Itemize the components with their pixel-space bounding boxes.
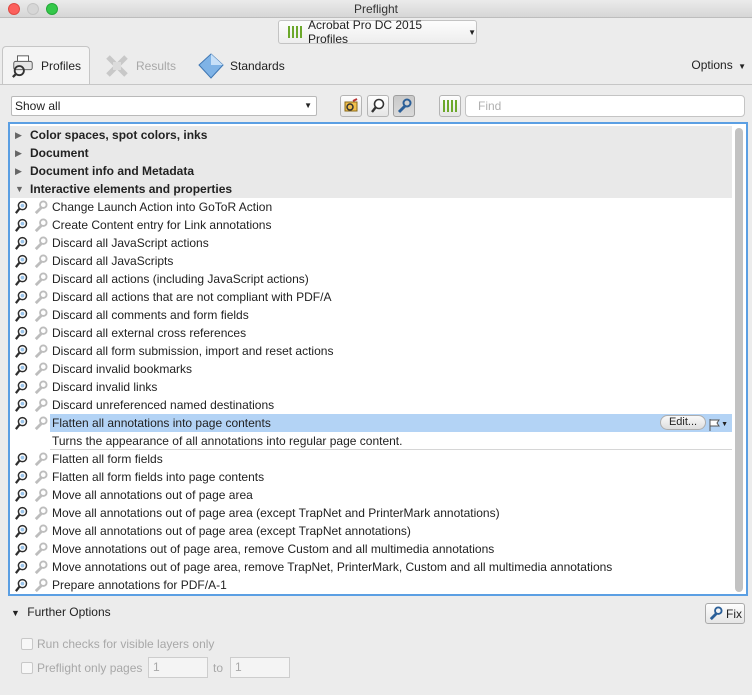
fixups-filter-button[interactable] xyxy=(393,95,415,117)
list-item[interactable] xyxy=(10,396,732,414)
list-item[interactable] xyxy=(10,378,732,396)
category-label: Document xyxy=(30,146,89,160)
options-label: Options xyxy=(691,58,733,72)
list-item-label: Flatten all form fields xyxy=(52,452,163,466)
list-item[interactable] xyxy=(10,504,732,522)
list-item-label: Discard invalid links xyxy=(52,380,158,394)
list-item-label: Discard all actions (including JavaScript actions) xyxy=(52,272,309,286)
list-item[interactable] xyxy=(10,468,732,486)
profile-library-label: Acrobat Pro DC 2015 Profiles xyxy=(308,18,423,46)
list-item-label: Flatten all form fields into page contents xyxy=(52,470,265,484)
tab-standards-label: Standards xyxy=(230,58,285,73)
edit-button[interactable]: Edit... xyxy=(660,415,706,430)
list-item-label: Discard invalid bookmarks xyxy=(52,362,193,376)
check-icon xyxy=(14,578,29,596)
list-item-label: Move annotations out of page area, remove TrapNet, PrinterMark, Custom and all multimedia annotations xyxy=(52,560,613,574)
category-label: Interactive elements and properties xyxy=(30,182,233,196)
preflight-pages-option xyxy=(21,659,142,677)
profile-library-dropdown[interactable] xyxy=(278,20,477,44)
list-item-label: Flatten all annotations into page contents xyxy=(52,416,271,430)
disclosure-collapsed-icon: ▶ xyxy=(15,148,22,158)
list-item[interactable] xyxy=(10,576,732,594)
profiles-filter-button[interactable] xyxy=(340,95,362,117)
list-item-label: Change Launch Action into GoToR Action xyxy=(52,200,273,214)
list-item-label: Move all annotations out of page area xyxy=(52,488,253,502)
list-item-label: Discard all JavaScript actions xyxy=(52,236,209,250)
profile-icon xyxy=(343,98,359,114)
profiles-icon xyxy=(11,53,35,79)
tab-profiles-label: Profiles xyxy=(40,59,81,73)
category-row[interactable] xyxy=(10,126,732,144)
tab-results-label: Results xyxy=(136,58,177,73)
list-item[interactable] xyxy=(10,270,732,288)
chevron-down-icon: ▼ xyxy=(738,62,746,71)
list-item[interactable] xyxy=(10,198,732,216)
title-bar xyxy=(0,0,752,18)
tab-divider xyxy=(0,84,752,85)
item-description xyxy=(10,432,732,450)
fix-label: Fix xyxy=(726,606,742,621)
list-item-label: Create Content entry for Link annotations xyxy=(52,218,272,232)
item-description-text: Turns the appearance of all annotations into regular page content. xyxy=(52,434,403,448)
page-to-input[interactable]: 1 xyxy=(230,657,290,678)
window-title: Preflight xyxy=(353,2,399,16)
list-item-label: Move annotations out of page area, remove Custom and all multimedia annotations xyxy=(52,542,495,556)
chevron-down-icon: ▼ xyxy=(468,27,476,37)
library-icon xyxy=(443,100,457,112)
list-item-label: Prepare annotations for PDF/A-1 xyxy=(52,578,227,592)
list-item[interactable] xyxy=(10,288,732,306)
checks-filter-button[interactable] xyxy=(367,95,389,117)
list-item[interactable] xyxy=(10,252,732,270)
page-from-input[interactable]: 1 xyxy=(148,657,208,678)
list-item-label: Discard unreferenced named destinations xyxy=(52,398,275,412)
list-item-label: Move all annotations out of page area (except TrapNet annotations) xyxy=(52,524,411,538)
category-label: Document info and Metadata xyxy=(30,164,195,178)
list-item[interactable] xyxy=(10,342,732,360)
list-item-label: Discard all JavaScripts xyxy=(52,254,174,268)
list-item-label: Discard all comments and form fields xyxy=(52,308,249,322)
list-item[interactable] xyxy=(10,234,732,252)
disclosure-collapsed-icon: ▶ xyxy=(15,166,22,176)
list-item[interactable] xyxy=(10,414,732,432)
results-icon xyxy=(104,53,130,79)
profiles-list[interactable] xyxy=(8,122,748,596)
bar-chart-icon xyxy=(288,26,302,38)
tab-results[interactable] xyxy=(96,46,184,85)
disclosure-expanded-icon: ▼ xyxy=(11,608,20,618)
list-item[interactable] xyxy=(10,306,732,324)
filter-dropdown[interactable] xyxy=(11,96,317,116)
to-label: to xyxy=(213,661,224,675)
preflight-pages-checkbox[interactable] xyxy=(21,662,33,674)
disclosure-expanded-icon: ▼ xyxy=(15,184,24,194)
list-item[interactable] xyxy=(10,558,732,576)
list-item-label: Discard all form submission, import and reset actions xyxy=(52,344,334,358)
list-item[interactable] xyxy=(10,216,732,234)
list-item-label: Discard all actions that are not compliant with PDF/A xyxy=(52,290,332,304)
list-item[interactable] xyxy=(10,324,732,342)
filter-value: Show all xyxy=(15,99,61,113)
wrench-icon xyxy=(33,578,48,596)
standards-icon xyxy=(198,53,224,79)
list-item[interactable] xyxy=(10,360,732,378)
flag-icon xyxy=(709,419,720,431)
fix-button[interactable] xyxy=(705,603,745,624)
further-options-label: Further Options xyxy=(27,605,111,619)
chevron-down-icon: ▼ xyxy=(721,421,728,428)
list-item[interactable] xyxy=(10,540,732,558)
checks-icon xyxy=(370,98,386,114)
category-row[interactable] xyxy=(10,180,732,198)
tab-standards[interactable] xyxy=(190,46,293,85)
further-options-toggle[interactable] xyxy=(11,605,111,619)
disclosure-collapsed-icon: ▶ xyxy=(15,130,22,140)
category-row[interactable] xyxy=(10,162,732,180)
wrench-icon xyxy=(708,606,723,621)
list-scrollbar[interactable] xyxy=(735,128,743,592)
visible-layers-label: Run checks for visible layers only xyxy=(37,637,215,651)
category-row[interactable] xyxy=(10,144,732,162)
list-item-label: Discard all external cross references xyxy=(52,326,247,340)
library-button[interactable] xyxy=(439,95,461,117)
list-item-label: Move all annotations out of page area (except TrapNet and PrinterMark annotations) xyxy=(52,506,500,520)
list-item[interactable] xyxy=(10,522,732,540)
list-item[interactable] xyxy=(10,486,732,504)
preflight-pages-label: Preflight only pages xyxy=(37,661,143,675)
options-menu[interactable] xyxy=(691,58,746,72)
category-label: Color spaces, spot colors, inks xyxy=(30,128,208,142)
fixups-icon xyxy=(396,98,412,114)
chevron-down-icon: ▼ xyxy=(304,101,312,110)
list-item[interactable] xyxy=(10,450,732,468)
visible-layers-option xyxy=(21,635,214,653)
find-input[interactable] xyxy=(465,95,745,117)
tab-profiles[interactable] xyxy=(2,46,90,85)
profiles-list-content xyxy=(10,126,732,594)
visible-layers-checkbox[interactable] xyxy=(21,638,33,650)
